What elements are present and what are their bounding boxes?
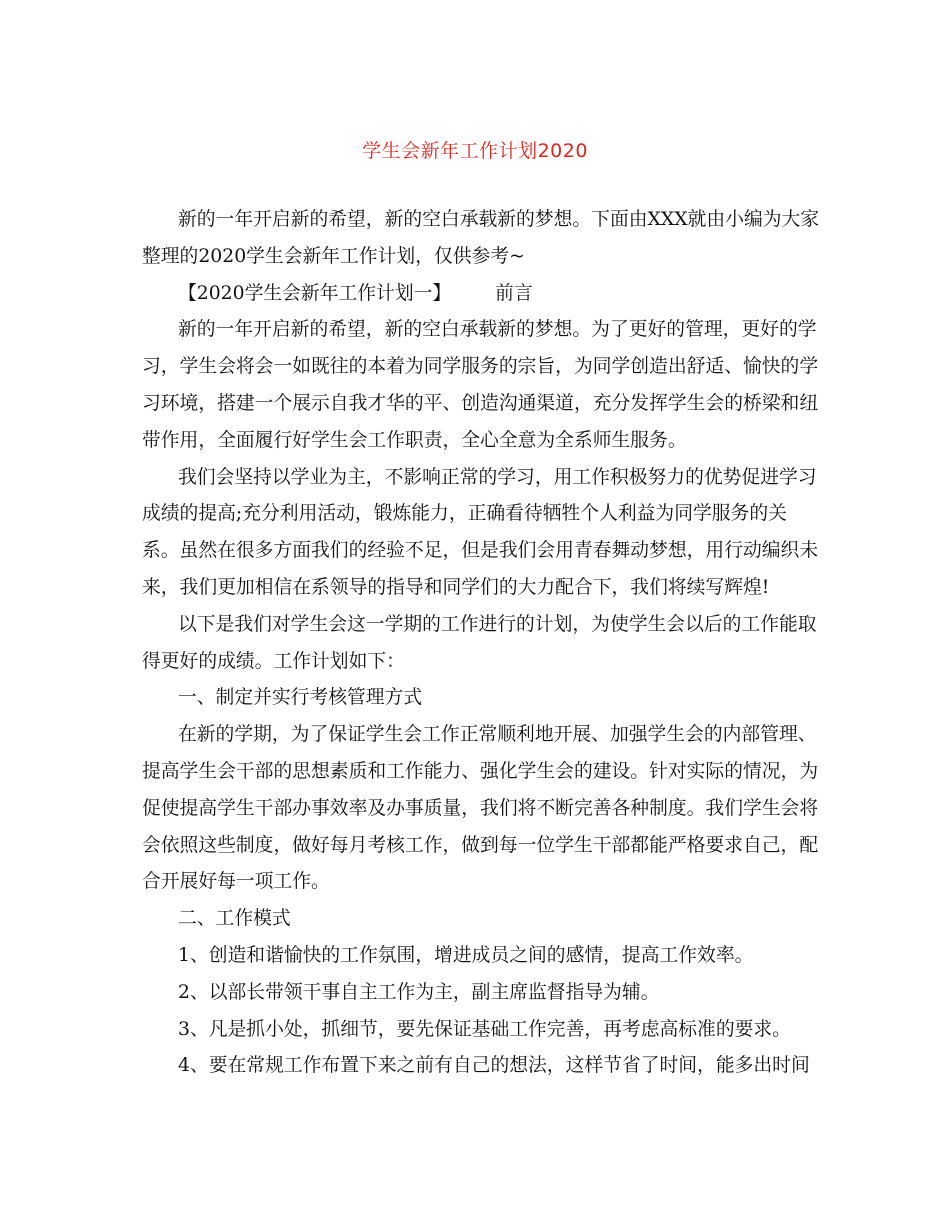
- preface-heading: 前言: [495, 282, 533, 304]
- paragraph-line: 习，学生会将会一如既往的本着为同学服务的宗旨，为同学创造出舒适、愉快的学: [142, 356, 819, 378]
- list-item: 1、创造和谐愉快的工作氛围，增进成员之间的感情，提高工作效率。: [178, 944, 754, 966]
- section-heading: 一、制定并实行考核管理方式: [178, 687, 423, 709]
- section-heading-line: [142, 276, 812, 313]
- paragraph-line: 系。虽然在很多方面我们的经验不足，但是我们会用青春舞动梦想，用行动编织未: [142, 540, 819, 562]
- paragraph-line: 在新的学期，为了保证学生会工作正常顺利地开展、加强学生会的内部管理、: [178, 724, 817, 746]
- paragraph-line: 带作用，全面履行好学生会工作职责，全心全意为全系师生服务。: [142, 429, 687, 451]
- list-item: 3、凡是抓小处，抓细节，要先保证基础工作完善，再考虑高标准的要求。: [178, 1018, 791, 1040]
- paragraph-line: 新的一年开启新的希望，新的空白承载新的梦想。为了更好的管理，更好的学: [178, 319, 817, 341]
- paragraph-line: 会依照这些制度，做好每月考核工作，做到每一位学生干部都能严格要求自己，配: [142, 834, 819, 856]
- section-heading: 二、工作模式: [178, 908, 291, 930]
- paragraph-line: 以下是我们对学生会这一学期的工作进行的计划，为使学生会以后的工作能取: [178, 613, 817, 635]
- paragraph-line: 我们会坚持以学业为主，不影响正常的学习，用工作积极努力的优势促进学习: [178, 466, 817, 488]
- document-title: 学生会新年工作计划2020: [362, 140, 588, 162]
- paragraph-line: 来，我们更加相信在系领导的指导和同学们的大力配合下，我们将续写辉煌!: [142, 576, 770, 598]
- paragraph-line: 成绩的提高;充分利用活动，锻炼能力，正确看待牺牲个人利益为同学服务的关: [142, 503, 787, 525]
- paragraph-line: 整理的2020学生会新年工作计划，仅供参考~: [142, 245, 525, 267]
- paragraph-line: 合开展好每一项工作。: [142, 871, 330, 893]
- paragraph-line: 习环境，搭建一个展示自我才华的平、创造沟通渠道，充分发挥学生会的桥梁和纽: [142, 392, 819, 414]
- list-item: 2、以部长带领干事自主工作为主，副主席监督指导为辅。: [178, 981, 660, 1003]
- list-item: 4、要在常规工作布置下来之前有自己的想法，这样节省了时间，能多出时间: [178, 1055, 810, 1077]
- paragraph-line: 提高学生会干部的思想素质和工作能力、强化学生会的建设。针对实际的情况，为: [142, 760, 819, 782]
- section-heading: 【2020学生会新年工作计划一】: [178, 282, 452, 304]
- paragraph-line: 新的一年开启新的希望，新的空白承载新的梦想。下面由XXX就由小编为大家: [178, 209, 820, 230]
- document-body: [142, 202, 820, 1085]
- paragraph-line: 促使提高学生干部办事效率及办事质量，我们将不断完善各种制度。我们学生会将: [142, 797, 819, 819]
- paragraph-line: 得更好的成绩。工作计划如下：: [142, 650, 405, 672]
